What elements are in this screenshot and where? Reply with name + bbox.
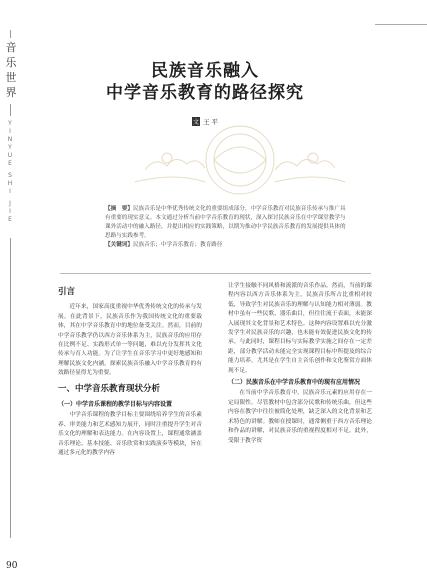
keywords-text: 民族音乐；中学音乐教育；教育路径 xyxy=(132,242,223,248)
subsection-heading: （一）中学音乐课程的教学目标与内容设置 xyxy=(58,401,173,409)
column-name-char: 界 xyxy=(5,86,17,99)
body-column-right xyxy=(228,282,372,446)
abstract-divider xyxy=(60,273,371,274)
column-pinyin-vertical: Y I N Y U E S H I J I E xyxy=(7,120,13,223)
abstract-paragraph xyxy=(105,205,347,241)
body-paragraph: 让学生接触不同风格和流派的音乐作品。然而，当前的课程内容以西方音乐体系为主，民族音乐所占比重相对较低，导致学生对民族音乐的理解与认知能力相对薄弱。教材中虽有一些民歌、器乐曲目，但往往流于表面，未能深入展现其文化背景和艺术特色。这种内容设置难以充分激发学生对民族音乐的兴趣，也未能有效促进民族文化的传承。与此同时，课程目标与实际教学实施之间存在一定差距，部分教学活动未能完全实现课程目标中所提及的综合能力培养，尤其是在学生自主音乐创作和文化鉴赏方面体现不足。 xyxy=(228,283,372,374)
keywords-label: 【关键词】 xyxy=(105,242,133,248)
cloud-ornament-image xyxy=(125,120,355,200)
title-line-2: 中学音乐教育的路径探究 xyxy=(106,83,304,103)
article-title xyxy=(60,60,350,104)
title-line-1: 民族音乐融入 xyxy=(151,61,259,81)
abstract-block xyxy=(105,205,347,250)
sidebar-rule-mid xyxy=(10,104,11,116)
author-name: 王 平 xyxy=(202,118,219,126)
column-name-char: 乐 xyxy=(5,56,17,69)
intro-heading: 引言 xyxy=(58,287,76,297)
body-paragraph: 在当前中学音乐教育中，民族音乐元素的应用存在一定局限性。尽管教材中包含部分民歌和传统乐曲，但这些内容在教学中往往被简化处理，缺乏深入的文化背景和艺术特色的讲解。教师在授课时，通常侧重于西方音乐理论和作品的讲解，对民族音乐的重视程度相对不足。此外，受限于教学资 xyxy=(228,390,372,444)
column-name-char: 音 xyxy=(5,41,17,54)
abstract-text: 民族音乐是中华优秀传统文化的重要组成部分，中学音乐教育对民族音乐传承与推广具有重要的现实意义。本文通过分析当前中学音乐教育的现状，深入探讨民族音乐在中学课堂教学与课外活动中的融入路径，并提出相应的实践策略，以期为推动中学民族音乐教育的发展提供具体的思路与实践参考。 xyxy=(105,206,346,239)
author-tag: 文 xyxy=(192,119,199,126)
keywords-paragraph xyxy=(105,241,347,250)
column-name-char: 世 xyxy=(5,71,17,84)
section-heading: 一、中学音乐教育现状分析 xyxy=(58,383,161,394)
header-rule xyxy=(375,24,427,25)
sidebar-rule-top xyxy=(10,30,11,38)
subsection-heading: （二）民族音乐在中学音乐教育中的现有应用情况 xyxy=(228,379,361,387)
abstract-label: 【摘 要】 xyxy=(105,206,133,212)
sidebar-rule-long xyxy=(10,238,11,538)
body-column-left xyxy=(58,282,202,459)
intro-paragraph: 近年来，国家高度重视中华优秀传统文化的传承与发展。在此背景下，民族音乐作为我国传统文化的重要载体，其在中学音乐教育中的地位备受关注。然而，目前的中学音乐教学仍以西方音乐体系为主，民族音乐的应用存在比例不足、实践形式单一等问题，难以充分发挥其文化传承与育人功能。为了让学生在音乐学习中更好地感知和理解民族文化内涵，探索民族音乐融入中学音乐教育的有效路径显得尤为重要。 xyxy=(58,304,202,377)
page-number: 90 xyxy=(6,561,18,571)
column-name-vertical xyxy=(4,40,18,100)
body-paragraph: 中学音乐课程的教学目标主要围绕培养学生的音乐素养、审美能力和艺术感知力展开，同时注重提升学生对音乐文化的理解和表达能力。在内容设置上，课程通常涵盖音乐理论、基本技能、音乐欣赏和实践演奏等模块，旨在通过多元化的教学内容 xyxy=(58,412,202,457)
